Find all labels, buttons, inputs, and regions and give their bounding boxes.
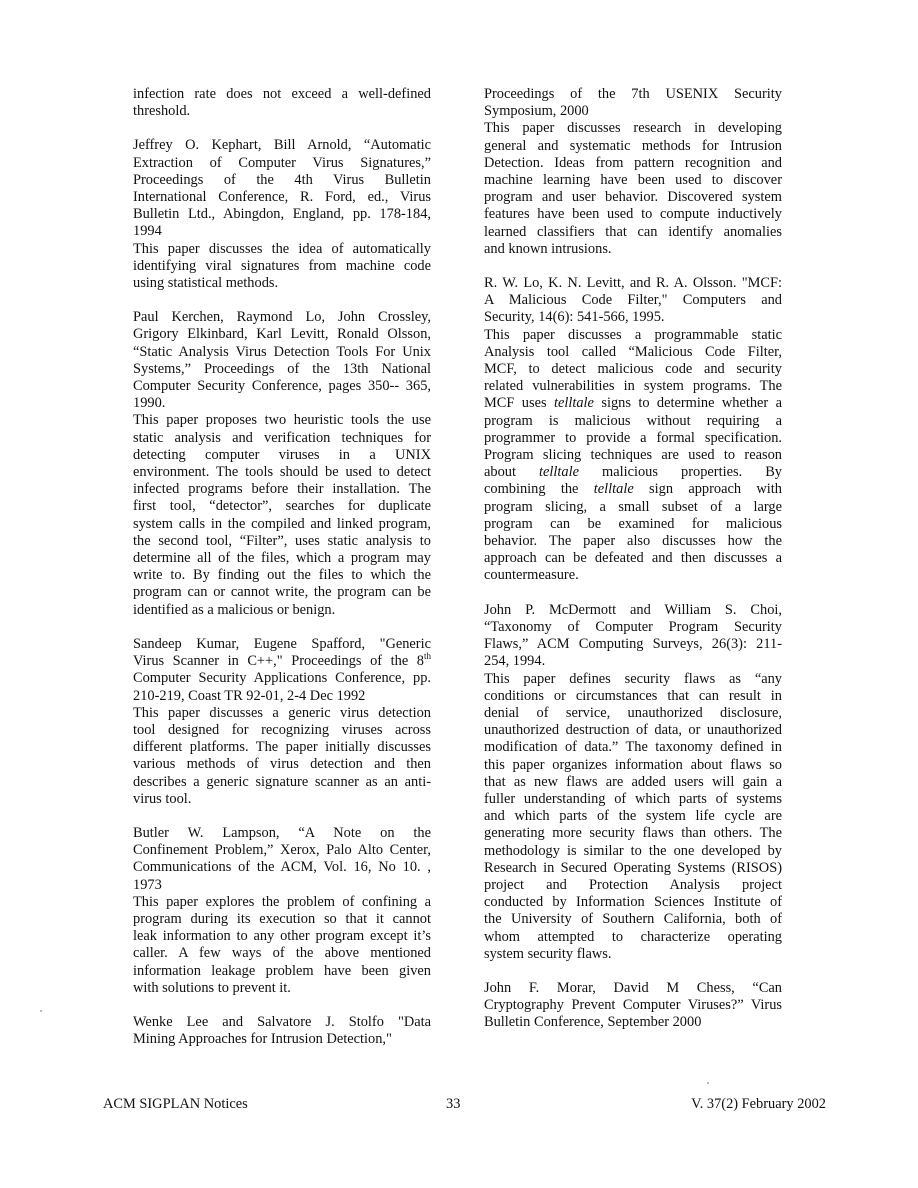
text-line: and known intrusions. [484,240,612,257]
text-line: program slicing, a small subset of a large [484,498,782,515]
footer-page-number: 33 [446,1096,461,1112]
text-line: program and user behavior. Discovered system [484,189,782,206]
text-line: static analysis and verification techniques for [133,429,431,446]
text-line: whom attempted to characterize operating [484,928,782,945]
text-line: Mining Approaches for Intrusion Detection," [133,1031,392,1048]
text-line: Computer Security Applications Conference, pp. [133,670,431,687]
text-line: threshold. [133,103,191,120]
reference-entry [484,602,782,963]
text-line: the University of Southern California, both of [484,911,782,928]
reference-entry [133,636,431,808]
reference-entry [484,275,782,585]
footer-volume-date: V. 37(2) February 2002 [691,1096,826,1112]
reference-entry [484,980,782,1032]
text-line: Bulletin Ltd., Abingdon, England, pp. 178-184, [133,206,431,223]
text-line: fuller understanding of which parts of systems [484,790,782,807]
text-line: conducted by Information Sciences Institute of [484,894,782,911]
text-line: methodology is similar to the one developed by [484,842,782,859]
left-column [133,86,431,1065]
text-line: using statistical methods. [133,275,279,292]
text-line: 210-219, Coast TR 92-01, 2-4 Dec 1992 [133,687,366,704]
text-line: This paper discusses research in developing [484,120,782,137]
text-line: Virus Scanner in C++," Proceedings of the 8th [133,651,431,670]
text-line: about telltale malicious properties. By [484,464,782,481]
text-line: caller. A few ways of the above mentioned [133,945,431,962]
text-line: This paper discusses a programmable static [484,326,782,343]
text-line: Sandeep Kumar, Eugene Spafford, "Generic [133,635,431,652]
text-line: unauthorized destruction of data, or unauthorized [484,722,782,739]
text-line: write to. By finding out the files to which the [133,567,431,584]
text-line: Confinement Problem,” Xerox, Palo Alto Center, [133,842,431,859]
text-line: system calls in the compiled and linked program, [133,515,431,532]
text-line: John F. Morar, David M Chess, “Can [484,979,782,996]
text-line: identified as a malicious or benign. [133,601,336,618]
text-line: Research in Secured Operating Systems (RISOS) [484,859,782,876]
text-line: different platforms. The paper initially discusses [133,739,431,756]
reference-entry [133,86,431,120]
text-line: project and Protection Analysis project [484,876,782,893]
text-line: infected programs before their installation. The [133,481,431,498]
text-line: Cryptography Prevent Computer Viruses?” Virus [484,997,782,1014]
text-line: Flaws,” ACM Computing Surveys, 26(3): 211- [484,636,782,653]
text-line: describes a generic signature scanner as an anti- [133,773,431,790]
text-line: This paper defines security flaws as “any [484,670,782,687]
text-line: related vulnerabilities in system programs. The [484,378,782,395]
reference-entry [133,309,431,619]
text-line: features have been used to compute inductively [484,206,782,223]
text-line: general and systematic methods for Intrusion [484,137,782,154]
text-line: virus tool. [133,790,192,807]
text-line: Symposium, 2000 [484,103,589,120]
text-line: various methods of virus detection and then [133,756,431,773]
text-line: that as new flaws are added users will gain a [484,773,782,790]
text-line: the second tool, “Filter”, uses static analysis to [133,532,431,549]
text-line: Bulletin Conference, September 2000 [484,1014,702,1031]
text-line: Jeffrey O. Kephart, Bill Arnold, “Automatic [133,137,431,154]
text-line: infection rate does not exceed a well-defined [133,86,431,102]
text-line: Proceedings of the 4th Virus Bulletin [133,171,431,188]
text-line: 1990. [133,395,166,412]
text-line: modification of data.” The taxonomy defined in [484,739,782,756]
text-line: Program slicing techniques are used to reason [484,447,782,464]
text-line: program can be examined for malicious [484,515,782,532]
reference-entry [133,137,431,292]
text-line: environment. The tools should be used to detect [133,464,431,481]
text-line: first tool, “detector”, searches for duplicate [133,498,431,515]
text-line: Proceedings of the 7th USENIX Security [484,86,782,102]
text-line: with solutions to prevent it. [133,979,291,996]
text-line: This paper discusses the idea of automatically [133,240,431,257]
right-column [484,86,782,1049]
text-line: 254, 1994. [484,653,546,670]
text-line: A Malicious Code Filter," Computers and [484,292,782,309]
reference-entry [133,1014,431,1048]
text-line: denial of service, unauthorized disclosure, [484,704,782,721]
text-line: Computer Security Conference, pages 350-- 365, [133,378,431,395]
text-line: machine learning have been used to discover [484,172,782,189]
text-line: MCF uses telltale signs to determine whether a [484,395,782,412]
text-line: tool designed for recognizing viruses across [133,721,431,738]
text-line: “Static Analysis Virus Detection Tools For Unix [133,343,431,360]
text-line: program is malicious without requiring a [484,412,782,429]
text-line: leak information to any other program except it’s [133,928,431,945]
text-line: information leakage problem have been given [133,962,431,979]
text-line: program during its execution so that it cannot [133,910,431,927]
reference-entry [484,86,782,258]
text-line: Systems,” Proceedings of the 13th National [133,360,431,377]
text-line: generating more security flaws than others. The [484,825,782,842]
text-line: programmer to provide a formal specification. [484,429,782,446]
text-line: John P. McDermott and William S. Choi, [484,601,782,618]
text-line: This paper explores the problem of confining a [133,893,431,910]
text-line: R. W. Lo, K. N. Levitt, and R. A. Olsson. "MCF: [484,275,782,292]
text-line: countermeasure. [484,567,579,584]
text-line: approach can be defeated and then discusses a [484,550,782,567]
text-line: International Conference, R. Ford, ed., Virus [133,189,431,206]
text-line: Wenke Lee and Salvatore J. Stolfo "Data [133,1013,431,1030]
text-line: this paper organizes information about flaws so [484,756,782,773]
text-line: Detection. Ideas from pattern recognition and [484,154,782,171]
reference-entry [133,825,431,997]
text-line: MCF, to detect malicious code and security [484,361,782,378]
text-line: combining the telltale sign approach with [484,481,782,498]
text-line: learned classifiers that can identify anomalies [484,223,782,240]
text-line: Analysis tool called “Malicious Code Filter, [484,343,782,360]
text-line: detecting computer viruses in a UNIX [133,446,431,463]
text-line: Paul Kerchen, Raymond Lo, John Crossley, [133,309,431,326]
text-line: 1973 [133,876,162,893]
text-line: program can or cannot write, the program can be [133,584,431,601]
footer-journal-name: ACM SIGPLAN Notices [103,1096,248,1112]
text-line: Security, 14(6): 541-566, 1995. [484,309,665,326]
text-line: Extraction of Computer Virus Signatures,” [133,154,431,171]
scan-speck [707,1082,709,1084]
text-line: system security flaws. [484,945,612,962]
scan-speck [40,1010,42,1012]
text-line: Communications of the ACM, Vol. 16, No 10. , [133,859,431,876]
text-line: Butler W. Lampson, “A Note on the [133,824,431,841]
text-line: This paper discusses a generic virus detection [133,704,431,721]
text-line: behavior. The paper also discusses how the [484,533,782,550]
text-line: 1994 [133,223,162,240]
text-line: This paper proposes two heuristic tools the use [133,412,431,429]
text-line: determine all of the files, which a program may [133,550,431,567]
text-line: Grigory Elkinbard, Karl Levitt, Ronald Olsson, [133,326,431,343]
text-line: identifying viral signatures from machine code [133,257,431,274]
text-line: conditions or circumstances that can result in [484,687,782,704]
text-line: “Taxonomy of Computer Program Security [484,618,782,635]
text-line: and which parts of the system life cycle are [484,808,782,825]
